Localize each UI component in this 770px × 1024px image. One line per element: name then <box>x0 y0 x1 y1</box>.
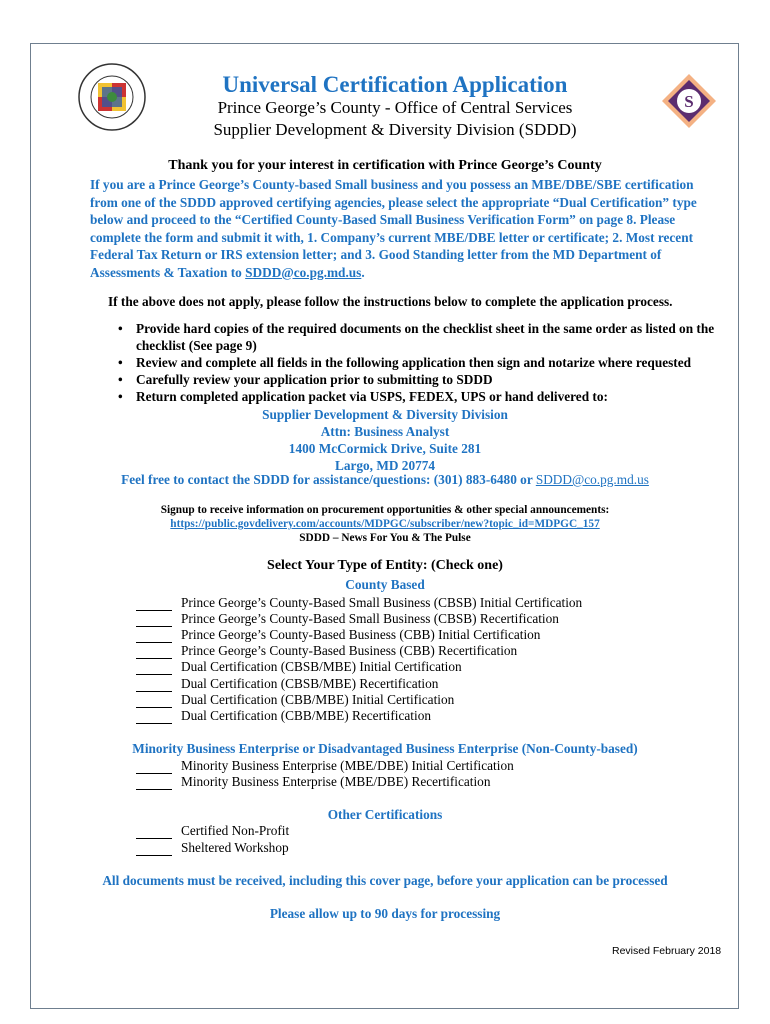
page-title: Universal Certification Application <box>222 72 568 97</box>
signup-text: Signup to receive information on procurement opportunities & other special announcements: <box>160 504 610 516</box>
option-dual-cbb-recert[interactable] <box>136 708 431 724</box>
option-label: Prince George’s County-Based Business (CBB) Initial Certification <box>181 627 541 642</box>
intro-end: . <box>361 264 365 280</box>
thanks-heading: Thank you for your interest in certification with Prince George’s County <box>168 158 602 173</box>
option-label: Dual Certification (CBSB/MBE) Recertification <box>181 676 439 691</box>
option-dual-cbb-initial[interactable] <box>136 692 454 708</box>
county-seal-logo <box>78 63 146 131</box>
revision-date: Revised February 2018 <box>612 945 722 957</box>
county-based-heading: County Based <box>345 577 425 592</box>
minority-heading: Minority Business Enterprise or Disadvantaged Business Enterprise (Non-County-based) <box>132 741 638 756</box>
option-cbb-recert[interactable] <box>136 643 517 659</box>
contact-line <box>60 472 710 488</box>
option-label: Minority Business Enterprise (MBE/DBE) Initial Certification <box>181 758 514 773</box>
checkbox-line[interactable] <box>136 679 172 692</box>
signup-news: SDDD – News For You & The Pulse <box>299 532 471 544</box>
option-dual-cbsb-initial[interactable] <box>136 659 462 675</box>
mailing-address <box>60 406 710 474</box>
address-line-2: Attn: Business Analyst <box>320 424 450 439</box>
other-certifications-heading: Other Certifications <box>327 807 443 822</box>
intro-email-link[interactable]: SDDD@co.pg.md.us <box>245 264 362 280</box>
instructions-heading: If the above does not apply, please follow the instructions below to complete the application process. <box>108 294 673 309</box>
contact-text: Feel free to contact the SDDD for assistance/questions: (301) 883-6480 or <box>121 472 536 487</box>
option-label: Sheltered Workshop <box>181 840 289 855</box>
processing-notice: Please allow up to 90 days for processing <box>269 906 501 921</box>
checkbox-line[interactable] <box>136 646 172 659</box>
instruction-list <box>118 320 718 405</box>
svg-text:S: S <box>684 92 694 111</box>
sddd-logo <box>660 72 718 130</box>
option-cbb-initial[interactable] <box>136 627 540 643</box>
contact-email-link[interactable]: SDDD@co.pg.md.us <box>535 472 649 487</box>
list-item: • Return completed application packet via USPS, FEDEX, UPS or hand delivered to: <box>118 388 718 405</box>
documents-notice: All documents must be received, including this cover page, before your application can be processed <box>102 873 668 888</box>
option-label: Certified Non-Profit <box>181 823 290 838</box>
checkbox-line[interactable] <box>136 695 172 708</box>
checkbox-line[interactable] <box>136 598 172 611</box>
intro-text: If you are a Prince George’s County-based Small business and you possess an MBE/DBE/SBE certification from one of the SDDD approved certifying agencies, please select the appropriate “Dual Certification” type below and proceed to the “Certified County-Based Small Business Verification Form” on page 8. Please complete the form and submit it with, 1. Company’s current MBE/DBE letter or certificate; 2. Most recent Federal Tax Return or IRS extension letter; and 3. Good Standing letter from the MD Department of Assessments & Taxation to <box>90 177 697 280</box>
checkbox-line[interactable] <box>136 711 172 724</box>
entity-type-heading: Select Your Type of Entity: (Check one) <box>267 558 503 573</box>
checkbox-line[interactable] <box>136 843 172 856</box>
option-mbe-recert[interactable] <box>136 774 490 790</box>
intro-paragraph <box>90 176 720 281</box>
option-label: Dual Certification (CBSB/MBE) Initial Certification <box>181 659 462 674</box>
checkbox-line[interactable] <box>136 826 172 839</box>
checkbox-line[interactable] <box>136 761 172 774</box>
option-mbe-initial[interactable] <box>136 758 514 774</box>
list-item: • Review and complete all fields in the following application then sign and notarize where requested <box>118 354 718 371</box>
address-line-1: Supplier Development & Diversity Division <box>262 407 508 422</box>
address-line-3: 1400 McCormick Drive, Suite 281 <box>288 441 482 456</box>
option-label: Prince George’s County-Based Small Business (CBSB) Recertification <box>181 611 559 626</box>
address-line-4: Largo, MD 20774 <box>334 458 436 473</box>
option-label: Dual Certification (CBB/MBE) Initial Certification <box>181 692 455 707</box>
option-sheltered-workshop[interactable] <box>136 840 289 856</box>
signup-link[interactable]: https://public.govdelivery.com/accounts/MDPGC/subscriber/new?topic_id=MDPGC_157 <box>170 518 600 530</box>
list-item: • Provide hard copies of the required documents on the checklist sheet in the same order as listed on the checklist (See page 9) <box>118 320 718 354</box>
checkbox-line[interactable] <box>136 662 172 675</box>
option-dual-cbsb-recert[interactable] <box>136 676 438 692</box>
option-label: Prince George’s County-Based Business (CBB) Recertification <box>181 643 518 658</box>
option-label: Dual Certification (CBB/MBE) Recertification <box>181 708 431 723</box>
subtitle-division: Supplier Development & Diversity Division (SDDD) <box>213 120 577 139</box>
option-cbsb-recert[interactable] <box>136 611 559 627</box>
checkbox-line[interactable] <box>136 614 172 627</box>
option-cbsb-initial[interactable] <box>136 595 582 611</box>
signup-block <box>60 503 710 545</box>
subtitle-office: Prince George’s County - Office of Central Services <box>217 98 573 117</box>
list-item: • Carefully review your application prior to submitting to SDDD <box>118 371 718 388</box>
checkbox-line[interactable] <box>136 630 172 643</box>
option-label: Prince George’s County-Based Small Business (CBSB) Initial Certification <box>181 595 583 610</box>
option-non-profit[interactable] <box>136 823 289 839</box>
checkbox-line[interactable] <box>136 777 172 790</box>
option-label: Minority Business Enterprise (MBE/DBE) Recertification <box>181 774 491 789</box>
